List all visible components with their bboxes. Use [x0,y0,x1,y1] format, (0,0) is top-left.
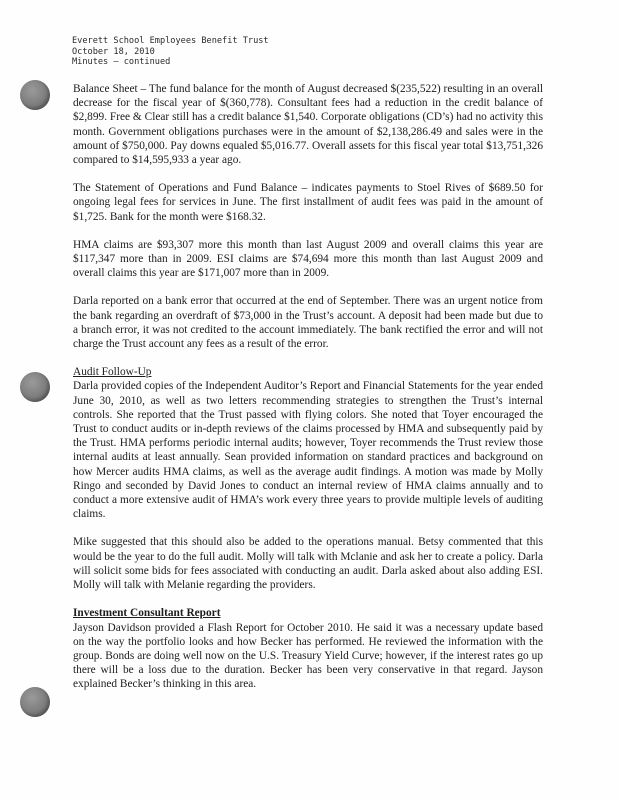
punch-hole-middle [20,372,50,402]
audit-section [73,365,543,521]
investment-section [73,606,543,691]
header-date: October 18, 2010 [72,46,155,57]
balance-sheet-paragraph: Balance Sheet – The fund balance for the month of August decreased $(235,522) resulting in an overall decrease for the fiscal year of $(360,778). Consultant fees had a reduction in the credit balance of $2,899. Free & Clear still has a credit balance $1,540. Corporate obligations (CD’s) had no activity this month. Government obligations purchases were in the amount of $2,138,286.49 and sales were in the amount of $750,000. Pay downs equaled $5,016.77. Overall assets for this fiscal year total $13,751,326 compared to $14,595,933 a year ago. [73,83,543,167]
operations-manual-paragraph: Mike suggested that this should also be added to the operations manual. Betsy commented that this would be the year to do the full audit. Molly will talk with Mclanie and ask her to create a policy. Darla will solicit some bids for fees associated with conducting an audit. Darla asked about also adding ESI. Molly will talk with Melanie regarding the providers. [73,536,543,592]
page-header [72,36,269,68]
header-organization: Everett School Employees Benefit Trust [72,36,269,46]
investment-paragraph: Jayson Davidson provided a Flash Report for October 2010. He said it was a necessary update based on the way the portfolio looks and how Becker has performed. He reviewed the information with the group. Bonds are doing well now on the U.S. Treasury Yield Curve; however, if the interest rates go up there will be a loss due to the duration. Becker has been very conservative in that regard. Jayson explained Becker’s thinking in this area. [73,621,543,691]
punch-hole-top [20,80,50,110]
hma-claims-paragraph: HMA claims are $93,307 more this month than last August 2009 and overall claims this year are $117,347 more than in 2009. ESI claims are $74,694 more this month than last August 2009 and overall claims this year are $171,007 more than in 2009. [73,238,543,280]
header-continued: Minutes – continued [72,57,171,67]
statement-of-operations-paragraph: The Statement of Operations and Fund Balance – indicates payments to Stoel Rives of $689.50 for ongoing legal fees for services in June. The first installment of audit fees was paid in the amount of $1,725. Bank for the month were $168.32. [73,182,543,223]
audit-paragraph: Darla provided copies of the Independent Auditor’s Report and Financial Statements for the year ended June 30, 2010, as well as two letters recommending strategies to strengthen the Trust’s internal controls. She reported that the Trust passed with flying colors. She noted that Toyer encouraged the Trust to conduct audits or in-depth reviews of the claims processed by HMA and subsequently paid by the Trust. HMA performs periodic internal audits; however, Toyer recommends the Trust review those internal audits at least annually. Sean provided information on standard practices and background on how Mercer audits HMA claims, as well as the average audit findings. A motion was made by Molly Ringo and seconded by David Jones to conduct an internal review of HMA claims annually and to conduct a more extensive audit of HMA’s work every three years to provide multiple levels of auditing claims. [73,380,543,521]
minutes-body [73,82,543,706]
bank-error-paragraph: Darla reported on a bank error that occurred at the end of September. There was an urgent notice from the bank regarding an overdraft of $73,000 in the Trust’s account. A deposit had been made but due to a branch error, it was not credited to the account immediately. The bank rectified the error and will not charge the Trust account any fees as a result of the error. [73,295,543,351]
punch-hole-bottom [20,687,50,717]
investment-heading: Investment Consultant Report [73,607,221,620]
audit-heading: Audit Follow-Up [73,366,152,379]
